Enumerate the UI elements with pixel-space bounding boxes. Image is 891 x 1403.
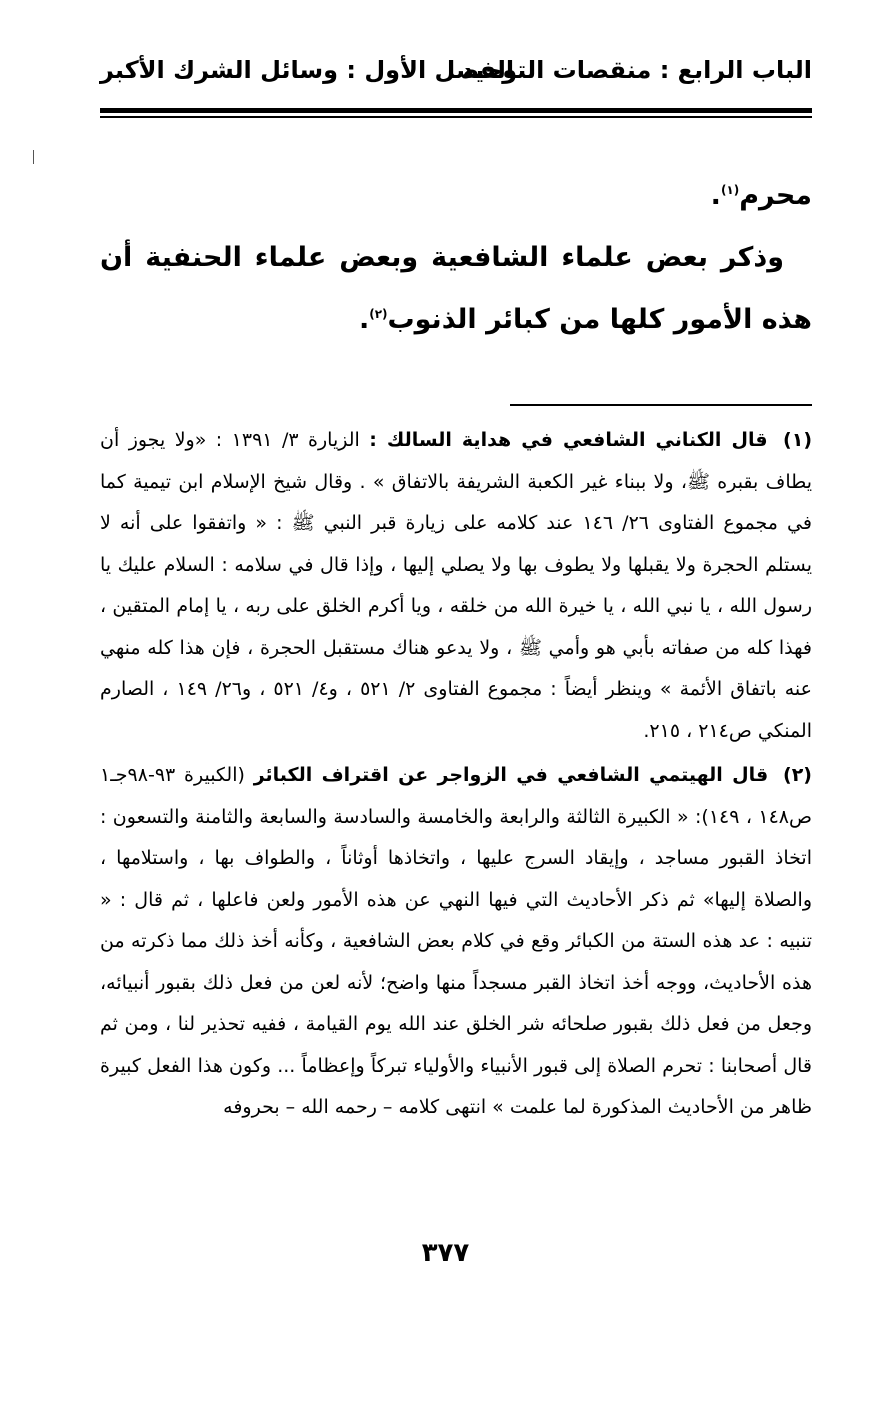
footnote-2 <box>100 755 812 1129</box>
chapter-title: الباب الرابع : منقصات التوحيد <box>461 56 812 84</box>
section-title: الفصل الأول : وسائل الشرك الأكبر <box>100 56 515 84</box>
footnote-separator <box>510 404 812 406</box>
paragraph-end: . <box>358 304 370 335</box>
footnotes <box>100 420 812 1129</box>
footnote-reference[interactable]: (١) <box>720 183 740 197</box>
footnote-reference[interactable]: (٢) <box>369 307 388 321</box>
footnote-text: الزيارة ٣/ ١٣٩١ : «ولا يجوز أن يطاف بقبره ﷺ، ولا ببناء غير الكعبة الشريفة بالاتفاق » . وقال شيخ الإسلام ابن تيمية كما في مجموع الفتاوى ٢٦/ ١٤٦ عند كلامه على زيارة قبر النبي ﷺ : « واتفقوا على أنه لا يستلم الحجرة ولا يقبلها ولا يطوف بها ولا يصلي إليها ، وإذا قال في سلامه : السلام عليك يا رسول الله ، يا نبي الله ، يا خيرة الله من خلقه ، ويا أكرم الخلق على ربه ، يا إمام المتقين ، فهذا كله من صفاته بأبي هو وأمي ﷺ ، ولا يدعو هناك مستقبل الحجرة ، فإن هذا كله منهي عنه باتفاق الأئمة » وينظر أيضاً : مجموع الفتاوى ٢/ ٥٢١ ، و٤/ ٥٢١ ، و٢٦/ ١٤٩ ، الصارم المنكي ص٢١٤ ، ٢١٥. <box>100 429 812 742</box>
footnote-text: (الكبيرة ٩٣-٩٨جـ١ ص١٤٨ ، ١٤٩): « الكبيرة الثالثة والرابعة والخامسة والسادسة والسابعة والثامنة والتسعون : اتخاذ القبور مساجد ، وإيقاد السرج عليها ، واتخاذها أوثاناً ، والطواف بها ، واستلامها ، والصلاة إليها» ثم ذكر الأحاديث التي فيها النهي عن هذه الأمور ولعن فاعلها ، ثم قال : « تنبيه : عد هذه الستة من الكبائر وقع في كلام بعض الشافعية ، وكأنه أخذ ذلك مما ذكرته من هذه الأحاديث، ووجه أخذ اتخاذ القبر مسجداً منها واضح؛ لأنه لعن من فعل ذلك بقبور أنبيائه، وجعل من فعل ذلك بقبور صلحائه شر الخلق عند الله يوم القيامة ، ففيه تحذير لنا ، ومن ثم قال أصحابنا : تحرم الصلاة إلى قبور الأنبياء والأولياء تبركاً وإعظاماً ... وكون هذا الفعل كبيرة ظاهر من الأحاديث المذكورة لما علمت » انتهى كلامه – رحمه الله – بحروفه <box>100 764 812 1118</box>
paragraph-end: . <box>710 180 721 211</box>
margin-mark <box>33 150 34 164</box>
paragraph-continuation <box>100 165 812 227</box>
page-number: ٣٧٧ <box>421 1238 470 1268</box>
running-header <box>100 56 812 96</box>
footnote-lead: قال الهيتمي الشافعي في الزواجر عن اقتراف الكبائر <box>253 764 769 786</box>
footnote-lead: قال الكناني الشافعي في هداية السالك : <box>369 429 768 451</box>
paragraph-text: وذكر بعض علماء الشافعية وبعض علماء الحنفية أن هذه الأمور كلها من كبائر الذنوب <box>100 242 812 335</box>
footnote-marker: (١) <box>783 429 812 451</box>
footnote-marker: (٢) <box>783 764 812 786</box>
header-rule-thick <box>100 108 812 113</box>
main-text <box>100 165 812 351</box>
paragraph-text: محرم <box>739 180 812 211</box>
footnote-1 <box>100 420 812 752</box>
paragraph <box>100 227 812 351</box>
header-rule-thin <box>100 116 812 118</box>
